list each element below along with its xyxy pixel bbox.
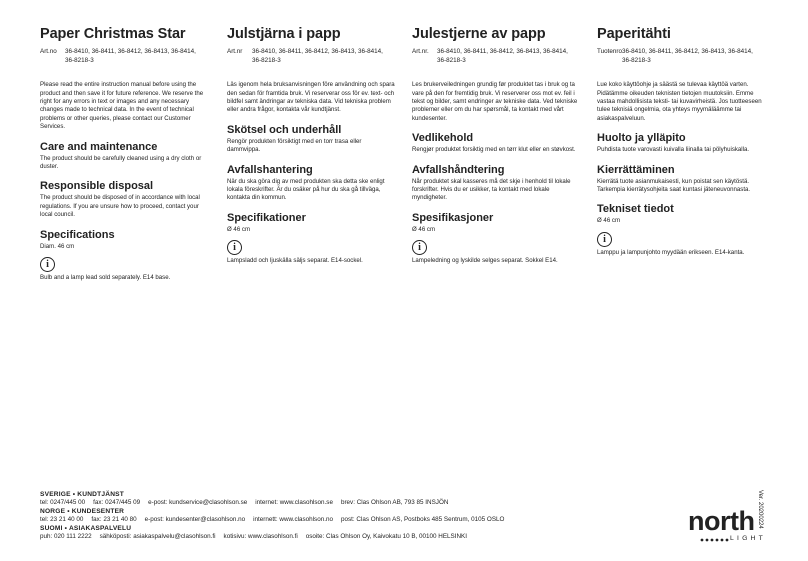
intro-text: Les brukerveiledningen grundig før produktet tas i bruk og ta vare på den for fremtidig bruk. Vi reserverer oss mot ev. feil i tekst og bilder, samt endringer av tekniske data. Ved tekniske problemer eller om du har spørsmål, ta kontakt med vårt kundesenter. <box>412 81 578 122</box>
contact-item: tel: 23 21 40 00 <box>40 516 84 523</box>
contact-item: post: Clas Ohlson AS, Postboks 485 Sentrum, 0105 OSLO <box>340 516 505 523</box>
article-numbers <box>40 48 208 65</box>
artno-label: Tuotenro <box>597 48 622 55</box>
contact-item: sähköposti: asiakaspalvelu@clasohlson.fi <box>99 533 216 540</box>
contact-item: e-post: kundesenter@clasohlson.no <box>144 516 246 523</box>
section-text: Rengjør produktet forsiktig med en tørr klut eller en støvkost. <box>412 146 576 154</box>
info-note: Bulb and a lamp lead sold separately. E14 base. <box>40 274 171 282</box>
contact-item: e-post: kundservice@clasohlson.se <box>148 499 248 506</box>
intro-text: Läs igenom hela bruksanvisningen före användning och spara den sedan för framtida bruk. Vi reserverar oss för ev. text- och bildfel samt ändringar av tekniska data. Vid tekniska problem eller andra frågor, kontakta vår kundtjänst. <box>227 81 395 114</box>
artno-label: Art.nr. <box>412 48 429 55</box>
contact-item: brev: Clas Ohlson AB, 793 85 INSJÖN <box>340 499 449 506</box>
section-text: Diam. 46 cm <box>40 242 75 250</box>
logo-dots-icon <box>700 537 730 543</box>
info-circle-icon: i <box>227 240 242 255</box>
section-heading: Specifications <box>40 228 115 241</box>
contact-heading: SUOMI • ASIAKASPALVELU <box>40 525 132 532</box>
language-column <box>412 26 580 266</box>
section-heading: Kierrättäminen <box>597 163 675 176</box>
contact-footer <box>40 491 680 542</box>
section-heading: Huolto ja ylläpito <box>597 132 686 145</box>
info-circle-icon: i <box>40 257 55 272</box>
section-heading: Specifikationer <box>227 211 306 224</box>
logo-sub: LIGHT <box>730 535 767 542</box>
section-text: The product should be disposed of in accordance with local regulations. If you are unsure how to proceed, contact your local council. <box>40 194 200 219</box>
artno-values: 36-8410, 36-8411, 36-8412, 36-8413, 36-8414, 36-8218-3 <box>622 48 753 64</box>
language-column <box>40 26 208 282</box>
contact-line <box>40 516 680 524</box>
contact-heading: NORGE • KUNDESENTER <box>40 508 125 515</box>
section-text: Ø 46 cm <box>412 225 436 233</box>
section-heading: Skötsel och underhåll <box>227 123 342 136</box>
section-text: Når produktet skal kasseres må det skje i henhold til lokale forskrifter. Hvis du er usikker, ta kontakt med lokale myndigheter. <box>412 177 571 202</box>
section-text: Ø 46 cm <box>227 225 251 233</box>
contact-line <box>40 499 680 507</box>
section-heading: Tekniset tiedot <box>597 203 674 216</box>
column-title: Julstjärna i papp <box>227 26 341 42</box>
column-title: Julestjerne av papp <box>412 26 546 42</box>
contact-item: internet: www.clasohlson.se <box>255 499 333 506</box>
artno-values: 36-8410, 36-8411, 36-8412, 36-8413, 36-8414, 36-8218-3 <box>65 48 196 64</box>
info-circle-icon: i <box>412 240 427 255</box>
language-column <box>597 26 765 257</box>
column-title: Paperitähti <box>597 26 671 42</box>
section-heading: Responsible disposal <box>40 180 154 193</box>
artno-label: Art.nr <box>227 48 243 55</box>
section-text: Kierrätä tuote asianmukaisesti, kun poistat sen käytöstä. Tarkempia kierrätysohjeita saat kuntasi jäteneuvonnasta. <box>597 177 751 194</box>
article-numbers <box>597 48 765 65</box>
contact-item: internett: www.clasohlson.no <box>253 516 333 523</box>
artno-values: 36-8410, 36-8411, 36-8412, 36-8413, 36-8414, 36-8218-3 <box>252 48 383 64</box>
artno-label: Art.no <box>40 48 57 55</box>
contact-item: fax: 23 21 40 80 <box>91 516 137 523</box>
contact-block <box>40 508 680 524</box>
article-numbers <box>412 48 580 65</box>
section-heading: Avfallshåndtering <box>412 163 505 176</box>
section-heading: Spesifikasjoner <box>412 211 494 224</box>
section-text: När du ska göra dig av med produkten ska detta ske enligt lokala föreskrifter. Är du osäker på hur du ska gå tillväga, kontakta din kommun. <box>227 177 385 202</box>
contact-block <box>40 525 680 541</box>
artno-values: 36-8410, 36-8411, 36-8412, 36-8413, 36-8414, 36-8218-3 <box>437 48 568 64</box>
section-text: Puhdista tuote varovasti kuivalla liinalla tai pölyhuiskalla. <box>597 146 750 154</box>
contact-line <box>40 533 680 541</box>
north-light-logo <box>688 508 772 546</box>
intro-text: Please read the entire instruction manual before using the product and then save it for future reference. We reserve the right for any errors in text or images and any necessary changes made to technical data. In the event of technical problems or other queries, please contact our Customer Services. <box>40 81 204 131</box>
contact-item: osoite: Clas Ohlson Oy, Kaivokatu 10 B, 00100 HELSINKI <box>305 533 467 540</box>
article-numbers <box>227 48 395 65</box>
section-heading: Vedlikehold <box>412 132 474 145</box>
info-note: Lampsladd och ljuskälla säljs separat. E14-sockel. <box>227 257 363 265</box>
section-text: Rengör produkten försiktigt med en torr trasa eller dammvippa. <box>227 137 362 154</box>
version-label: Ver. 20200224 <box>757 490 763 529</box>
contact-heading: SVERIGE • KUNDTJÄNST <box>40 491 124 498</box>
logo-word: north <box>688 506 755 536</box>
section-text: The product should be carefully cleaned using a dry cloth or duster. <box>40 154 202 171</box>
intro-text: Lue koko käyttöohje ja säästä se tulevaa käyttöä varten. Pidätämme oikeuden teknisten tietojen muutoksiin. Emme vastaa mahdollisista teksti- tai kuvavirheistä. Jos tuotteeseen tulee teknisiä ongelmia, ota yhteys myymäläämme tai asiakaspalveluun. <box>597 81 762 122</box>
contact-block <box>40 491 680 507</box>
contact-item: puh: 020 111 2222 <box>40 533 92 540</box>
section-heading: Care and maintenance <box>40 140 158 153</box>
contact-item: kotisivu: www.clasohlson.fi <box>223 533 298 540</box>
section-text: Ø 46 cm <box>597 217 621 225</box>
contact-item: fax: 0247/445 09 <box>93 499 141 506</box>
contact-item: tel: 0247/445 00 <box>40 499 86 506</box>
info-circle-icon: i <box>597 232 612 247</box>
language-column <box>227 26 395 266</box>
section-heading: Avfallshantering <box>227 163 313 176</box>
info-note: Lamppu ja lampunjohto myydään erikseen. E14-kanta. <box>597 248 745 256</box>
info-note: Lampeledning og lyskilde selges separat. Sokkel E14. <box>412 257 558 265</box>
column-title: Paper Christmas Star <box>40 26 186 42</box>
